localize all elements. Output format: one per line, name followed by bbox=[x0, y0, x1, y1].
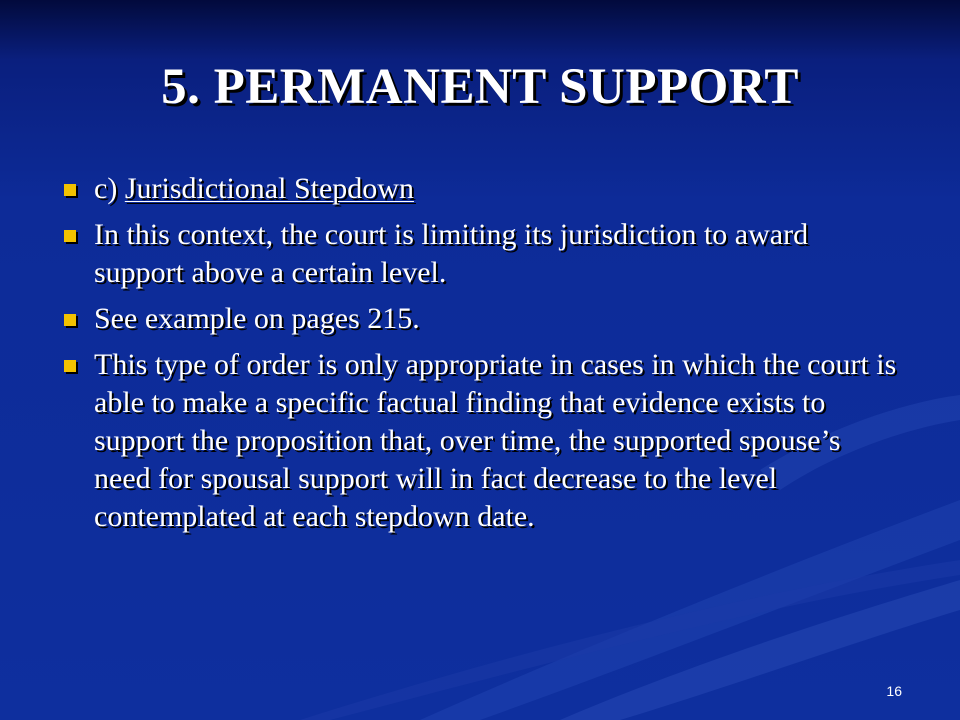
bullet-item bbox=[64, 346, 904, 536]
bullet-text: This type of order is only appropriate in cases in which the court is able to make a specific factual finding that evidence exists to support the proposition that, over time, the supported spouse’s need for spousal support will in fact decrease to the level contemplated at each stepdown date. bbox=[94, 348, 897, 533]
bullet-prefix: c) bbox=[94, 172, 125, 205]
square-bullet-icon bbox=[64, 360, 76, 372]
square-bullet-icon bbox=[64, 184, 76, 196]
slide-title: 5. PERMANENT SUPPORT bbox=[161, 59, 799, 115]
bullet-text: In this context, the court is limiting its jurisdiction to award support above a certain level. bbox=[94, 218, 809, 289]
underlined-heading: Jurisdictional Stepdown bbox=[124, 172, 414, 205]
page-number: 16 bbox=[886, 683, 902, 699]
bullet-item bbox=[64, 170, 904, 208]
bullet-text: See example on pages 215. bbox=[94, 302, 420, 335]
bullet-list bbox=[64, 170, 904, 544]
bullet-item bbox=[64, 300, 904, 338]
square-bullet-icon bbox=[64, 314, 76, 326]
bullet-item bbox=[64, 216, 904, 292]
square-bullet-icon bbox=[64, 230, 76, 242]
